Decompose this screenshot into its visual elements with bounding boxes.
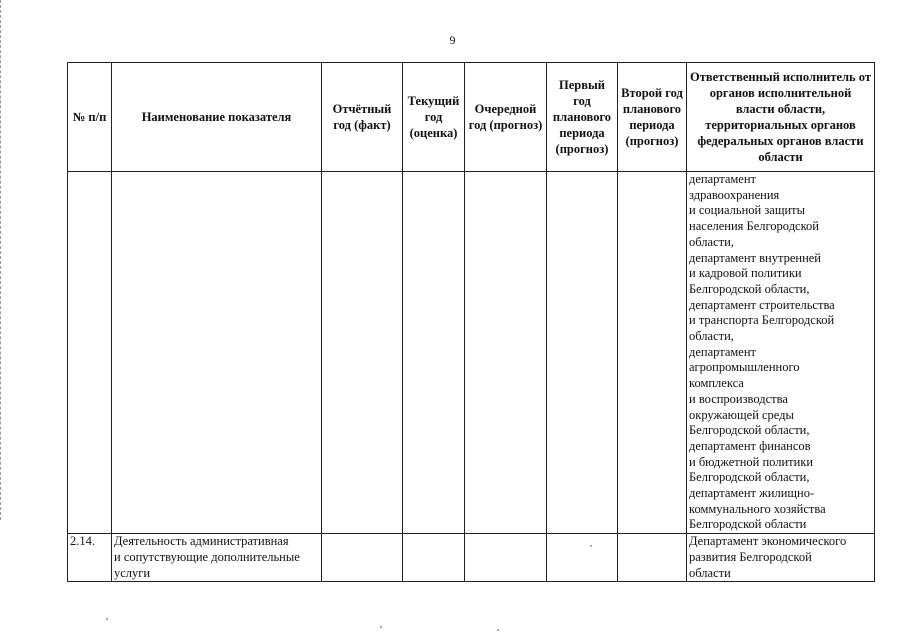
table-header-row xyxy=(68,63,875,172)
row-name xyxy=(112,172,322,534)
scan-speck xyxy=(497,629,499,631)
row-second xyxy=(618,534,687,582)
row-reported xyxy=(322,172,403,534)
scan-speck xyxy=(590,545,592,547)
table-row xyxy=(68,172,875,534)
row-current xyxy=(403,172,465,534)
scan-edge-mark xyxy=(0,0,4,520)
page-number: 9 xyxy=(449,33,456,47)
header-first-plan-year: Первый год планового периода (прогноз) xyxy=(547,63,618,172)
row-first xyxy=(547,534,618,582)
header-current-year: Текущий год (оценка) xyxy=(403,63,465,172)
row-current xyxy=(403,534,465,582)
header-second-plan-year: Второй год планового периода (прогноз) xyxy=(618,63,687,172)
table-row xyxy=(68,534,875,582)
indicators-table xyxy=(67,62,875,582)
scan-speck xyxy=(380,626,382,628)
row-next xyxy=(465,534,547,582)
row-num: 2.14. xyxy=(68,534,112,582)
header-next-year: Очередной год (прогноз) xyxy=(465,63,547,172)
row-first xyxy=(547,172,618,534)
scan-speck xyxy=(106,618,108,620)
header-name: Наименование показателя xyxy=(112,63,322,172)
row-next xyxy=(465,172,547,534)
row-reported xyxy=(322,534,403,582)
header-reported-year: Отчётный год (факт) xyxy=(322,63,403,172)
row-responsible: департамент здравоохранения и социальной защиты населения Белгородской области, департамент внутренней и кадровой политики Белгородской области, департамент строительства и транспорта Белгородской области, департамент агропромышленного комплекса и воспроизводства окружающей среды Белгородской области, департамент финансов и бюджетной политики Белгородской области, департамент жилищно- коммунального хозяйства Белгородской области xyxy=(687,172,875,534)
header-num: № п/п xyxy=(68,63,112,172)
row-name: Деятельность административная и сопутствующие дополнительные услуги xyxy=(112,534,322,582)
row-second xyxy=(618,172,687,534)
row-num xyxy=(68,172,112,534)
header-responsible: Ответственный исполнитель от органов исполнительной власти области, территориальных органов федеральных органов власти области xyxy=(687,63,875,172)
row-responsible: Департамент экономического развития Белгородской области xyxy=(687,534,875,582)
